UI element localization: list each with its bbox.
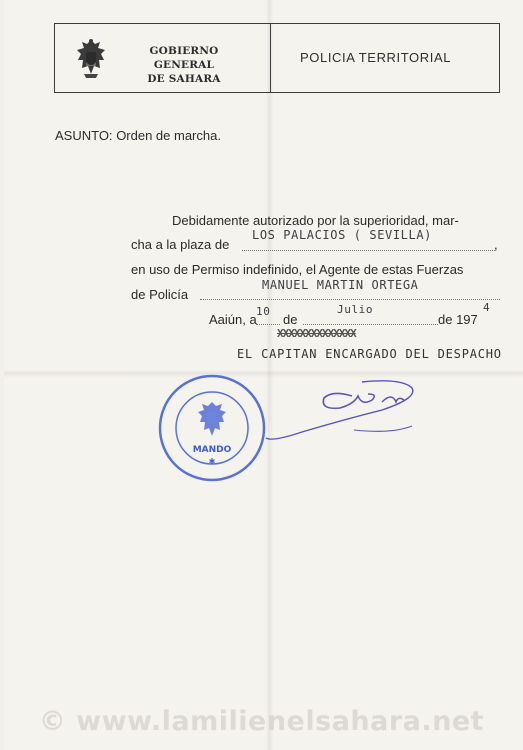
body-line-4-prefix: de Policía [131, 287, 189, 302]
subject-line [55, 128, 221, 143]
government-line-2: DE SAHARA [147, 73, 221, 85]
date-day: 10 [256, 305, 271, 318]
destination-value: LOS PALACIOS ( SEVILLA) [252, 228, 432, 242]
body-line-2-prefix: cha a la plaza de [131, 237, 230, 252]
body-line-3: en uso de Permiso indefinido, el Agente de estas Fuerzas [131, 262, 464, 277]
agent-name-underline [200, 299, 500, 300]
government-line-1: GOBIERNO GENERAL [149, 45, 219, 71]
struck-out-text: XXXXXXXXXXXXXX [277, 327, 356, 340]
coat-of-arms-icon [74, 38, 108, 80]
agent-name-value: MANUEL MARTIN ORTEGA [262, 278, 419, 292]
month-underline [303, 324, 438, 325]
stamp-bottom-text: MANDO [192, 445, 232, 455]
date-de-2: de 197 [438, 312, 478, 327]
letterhead-unit: POLICIA TERRITORIAL [300, 50, 452, 65]
day-underline [256, 324, 280, 325]
letterhead-divider [270, 23, 271, 93]
official-stamp-icon [156, 372, 268, 484]
date-year-digit: 4 [483, 301, 491, 314]
date-place: Aaiún, a [209, 312, 257, 327]
handwritten-signature [262, 376, 462, 446]
watermark: © www.lamilienelsahara.net [38, 706, 485, 737]
comma: , [494, 237, 498, 252]
destination-underline [242, 250, 495, 251]
subject-value: Orden de marcha. [116, 128, 221, 143]
subject-label: ASUNTO: [55, 128, 113, 143]
date-month: Julio [337, 303, 374, 316]
date-de-1: de [283, 312, 298, 327]
body-line-1: Debidamente autorizado por la superioridad, mar- [172, 213, 459, 228]
letterhead-government [124, 44, 244, 86]
signatory-title: EL CAPITAN ENCARGADO DEL DESPACHO [237, 347, 502, 361]
stamp-star-icon: ✱ [208, 457, 216, 466]
